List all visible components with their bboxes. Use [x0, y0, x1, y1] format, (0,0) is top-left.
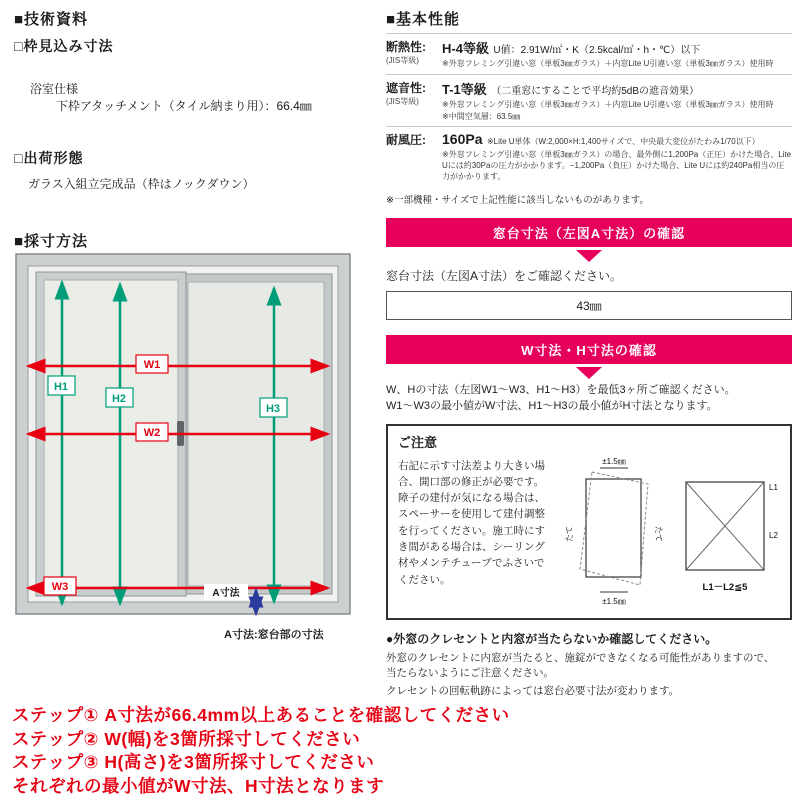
insulation-value: U値：2.91W/㎡・K（2.5kcal/㎡・h・℃）以下 [493, 45, 701, 56]
tolerance-right-label: たて [654, 525, 663, 542]
sound-value: （二重窓にすることで平均約5dBの遮音効果） [491, 85, 700, 97]
step-1: ステップ① A寸法が66.4mm以上あることを確認してください [12, 705, 510, 725]
insulation-label: 断熱性: [386, 40, 426, 54]
performance-row-insulation [386, 33, 792, 74]
diagonal-formula: L1－L2≦5 [702, 581, 748, 593]
sound-jis-grade: (JIS等級) [386, 96, 419, 106]
sound-grade: T-1等級 [442, 81, 487, 97]
section-title-frame-depth: □枠見込み寸法 [14, 38, 114, 54]
section-title-basic-performance: ■基本性能 [386, 11, 461, 28]
sound-note-1: ※外窓フレミング引違い窓（単板3㎜ガラス）＋内窓Lite U引違い窓（単板3㎜ガラス）使用時 [442, 99, 774, 109]
performance-footnote: ※一部機種・サイズで上記性能に該当しないものがあります。 [386, 194, 649, 206]
sill-dimension-value: 43㎜ [386, 291, 792, 320]
wind-label: 耐風圧: [386, 133, 426, 148]
h2-label: H2 [111, 393, 127, 405]
crescent-warning-title: ●外窓のクレセントと内窓が当たらないか確認してください。 [386, 631, 718, 646]
crescent-warning-body-2: クレセントの回転軌跡によっては窓台必要寸法が変わります。 [386, 685, 680, 698]
step-3: ステップ③ H(高さ)を3箇所採寸してください [12, 752, 375, 772]
l2-label: L2 [769, 530, 778, 540]
bathroom-spec-label: 浴室仕様 [30, 82, 79, 96]
caution-box [386, 424, 792, 620]
h3-label: H3 [265, 403, 281, 415]
step-4: それぞれの最小値がW寸法、H寸法となります [12, 775, 385, 796]
insulation-grade: H-4等級 [442, 41, 489, 56]
a-dimension-caption: A寸法:窓台部の寸法 [224, 629, 324, 641]
performance-row-sound [386, 74, 792, 127]
wind-grade: 160Pa [442, 131, 483, 148]
crescent-warning-body-1: 外窓のクレセントに内窓が当たると、施錠ができなくなる可能性がありますので、当たらないようにご注意ください。 [386, 651, 775, 680]
wind-note: ※外窓フレミング引違い窓（単板3㎜ガラス）の場合、最外側に1,200Pa（正圧）かけた場合、Lite Uには約30Paの圧力がかかります。−1,200Pa（負圧）かけた場合、Lite Uには約240Pa相当の圧力がかかります。 [442, 150, 792, 181]
wind-value: ※Lite U単体（W:2,000×H:1,400サイズで、中央最大変位がたわみ1/70以下） [486, 137, 760, 147]
a-dimension-label: A寸法 [212, 588, 240, 599]
down-triangle-icon [576, 250, 602, 262]
w3-label: W3 [51, 581, 69, 593]
right-column [386, 8, 792, 700]
tolerance-skewed-frame [580, 472, 648, 585]
insulation-note: ※外窓フレミング引違い窓（単板3㎜ガラス）＋内窓Lite U引違い窓（単板3㎜ガラス）使用時 [442, 59, 774, 68]
wh-check-line-1: W、Hの寸法（左図W1〜W3、H1〜H3）を最低3ヶ所ご確認ください。 [386, 383, 736, 396]
tolerance-top-label: ±1.5㎜ [602, 456, 626, 466]
crescent-warning [386, 630, 792, 700]
wh-check-line-2: W1〜W3の最小値がW寸法、H1〜H3の最小値がH寸法となります。 [386, 399, 718, 412]
tolerance-frame [586, 479, 641, 577]
tolerance-bottom-label: ±1.5㎜ [602, 596, 626, 606]
section-title-measuring-method: ■採寸方法 [14, 233, 89, 250]
insulation-jis-grade: (JIS等級) [386, 56, 419, 65]
caution-title: ご注意 [398, 434, 438, 450]
w1-label: W1 [143, 359, 161, 371]
l1-label: L1 [769, 482, 778, 492]
w2-label: W2 [143, 427, 161, 439]
window-measurement-diagram [10, 252, 355, 627]
step-2: ステップ② W(幅)を3箇所採寸してください [12, 728, 361, 749]
sound-label: 遮音性: [386, 80, 426, 95]
sound-note-2: ※中間空気層：63.5㎜ [442, 111, 521, 121]
section-title-shipping-form: □出荷形態 [14, 150, 84, 166]
frame-attachment-dimension: 下枠アタッチメント（タイル納まり用）：66.4㎜ [56, 99, 312, 113]
section-title-technical-data: ■技術資料 [14, 11, 89, 28]
shipping-form-detail: ガラス入組立完成品（枠はノックダウン） [28, 177, 255, 191]
tolerance-diagrams [556, 454, 786, 610]
tolerance-left-label: たて [565, 525, 574, 542]
caution-body: 右記に示す寸法差より大きい場合、開口部の修正が必要です。障子の建付が気になる場合は、スペーサーを使用して建付調整を行ってください。施工時にすき間がある場合は、シーリング材やメンテチューブでふさいでください。 [398, 459, 545, 586]
down-triangle-icon [576, 367, 602, 379]
banner-wh-dimension-check: W寸法・H寸法の確認 [386, 335, 792, 364]
measurement-steps [12, 704, 510, 798]
h1-label: H1 [53, 381, 69, 393]
sill-check-instruction: 窓台寸法（左図A寸法）をご確認ください。 [386, 268, 623, 283]
banner-sill-dimension-check: 窓台寸法（左図A寸法）の確認 [386, 218, 792, 247]
performance-row-wind [386, 126, 792, 186]
